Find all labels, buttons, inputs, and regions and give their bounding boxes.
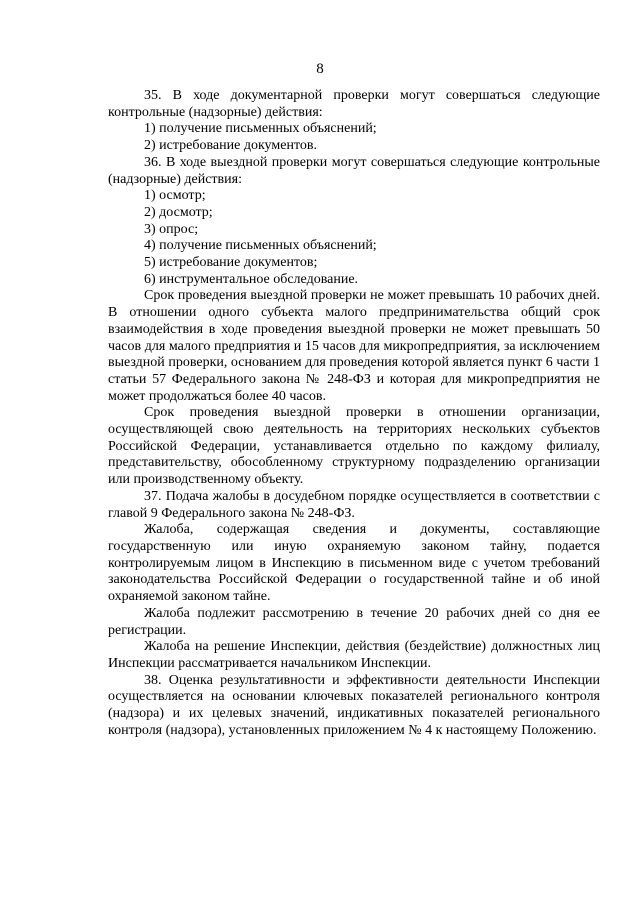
paragraph-38: 38. Оценка результативности и эффективности деятельности Инспекции осуществляется на основании ключевых показателей регионального контроля (надзора) и их целевых значений, индикативных показателей регионального контроля (надзора), установленных приложением № 4 к настоящему Положению. xyxy=(108,672,600,738)
page-number: 8 xyxy=(316,61,324,77)
paragraph-36: 36. В ходе выездной проверки могут совершаться следующие контрольные (надзорные) действия: xyxy=(108,154,600,187)
list-item: 6) инструментальное обследование. xyxy=(144,271,359,287)
list-item: 2) досмотр; xyxy=(144,204,213,220)
paragraph-complaint-head: Жалоба на решение Инспекции, действия (бездействие) должностных лиц Инспекции рассматривается начальником Инспекции. xyxy=(108,639,600,671)
paragraph-secret-complaint: Жалоба, содержащая сведения и документы, составляющие государственную или иную охраняемую законом тайну, подается контролируемым лицом в Инспекцию в письменном виде с учетом требований законодательства Российской Федерации о государственной тайне и об иной охраняемой законом тайне. xyxy=(108,522,600,605)
paragraph-35: 35. В ходе документарной проверки могут совершаться следующие контрольные (надзорные) действия: xyxy=(108,88,600,120)
document-body xyxy=(108,88,600,739)
paragraph-inspection-term: Срок проведения выездной проверки не может превышать 10 рабочих дней. В отношении одного субъекта малого предпринимательства общий срок взаимодействия в ходе проведения выездной проверки не может превышать 50 часов для малого предприятия и 15 часов для микропредприятия, за исключением выездной проверки, основанием для проведения которой является пункт 6 части 1 статьи 57 Федерального закона № 248-ФЗ и которая для микропредприятия не может продолжаться более 40 часов. xyxy=(108,288,600,404)
paragraph-branches-term: Срок проведения выездной проверки в отношении организации, осуществляющей свою деятельность на территориях нескольких субъектов Российской Федерации, устанавливается отдельно по каждому филиалу, представительству, обособленному структурному подразделению организации или производственному объекту. xyxy=(108,405,600,488)
paragraph-37: 37. Подача жалобы в досудебном порядке осуществляется в соответствии с главой 9 Федерального закона № 248-ФЗ. xyxy=(108,488,600,521)
list-item: 5) истребование документов; xyxy=(144,255,318,271)
list-item: 4) получение письменных объяснений; xyxy=(144,238,377,254)
paragraph-complaint-term: Жалоба подлежит рассмотрению в течение 20 рабочих дней со дня ее регистрации. xyxy=(108,605,600,638)
list-item: 2) истребование документов. xyxy=(144,138,317,154)
list-item: 3) опрос; xyxy=(144,221,199,237)
list-item: 1) получение письменных объяснений; xyxy=(144,121,377,137)
list-item: 1) осмотр; xyxy=(144,188,206,204)
